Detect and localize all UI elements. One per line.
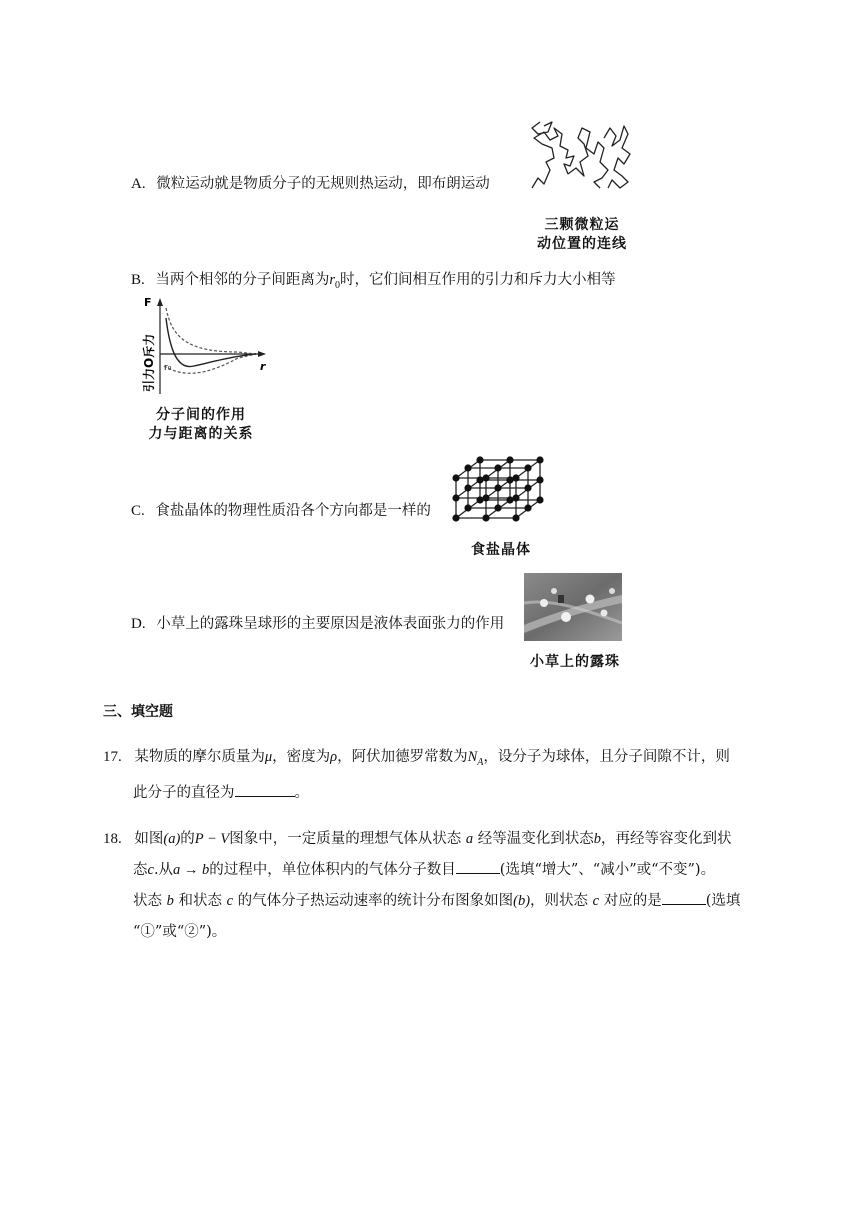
svg-text:引力O斥力: 引力O斥力 [142,333,156,392]
question-18: 18. 如图(a)的P − V图象中，一定质量的理想气体从状态 a 经等温变化到状态b，再经等容变化到状 态c.从a → b的过程中，单位体积内的气体分子数目 (选填“增大”、“减小”或“不变”)。 状态 b 和状态 c 的气体分子热运动速率的统计分布图象如图(b)，则状态 c 对应的是 (选填 “①”或“②”)。 [103,831,741,940]
answer-blank[interactable] [662,890,706,905]
svg-text:r: r [260,360,266,373]
option-letter: C. [131,503,145,519]
option-text-end: 时，它们间相互作用的引力和斥力大小相等 [340,272,616,288]
svg-text:F: F [144,296,152,309]
force-distance-graph [138,294,268,402]
option-b [131,268,616,291]
question-17: 17. 某物质的摩尔质量为μ，密度为ρ，阿伏加德罗常数为$N_A$，设分子为球体，且分子间隙不计，则 此分子的直径为 。 [103,749,730,801]
salt-crystal-figure [448,456,546,536]
option-text: 小草上的露珠呈球形的主要原因是液体表面张力的作用 [156,616,505,632]
question-number: 18. [103,831,122,847]
figure-caption: 三颗微粒运 动位置的连线 [537,217,627,252]
figure-caption: 小草上的露珠 [530,654,620,670]
question-number: 17. [103,749,122,765]
option-letter: D. [131,616,146,632]
brownian-motion-figure [524,118,636,198]
answer-blank[interactable] [456,859,500,874]
option-d [131,612,504,633]
option-text: 当两个相邻的分子间距离为 [155,272,330,288]
figure-caption: 分子间的作用 力与距离的关系 [148,407,254,442]
option-letter: A. [131,176,146,192]
r0-symbol: $r_0$ [329,272,341,291]
option-text: 微粒运动就是物质分子的无规则热运动，即布朗运动 [156,176,490,192]
dewdrop-photo [524,573,622,641]
option-a [131,172,490,193]
svg-text:r₀: r₀ [164,363,172,373]
figure-caption: 食盐晶体 [471,542,531,558]
section-title: 三、填空题 [103,704,173,720]
answer-blank[interactable] [235,782,295,797]
option-text: 食盐晶体的物理性质沿各个方向都是一样的 [155,503,431,519]
option-letter: B. [131,272,145,288]
option-c [131,499,431,520]
